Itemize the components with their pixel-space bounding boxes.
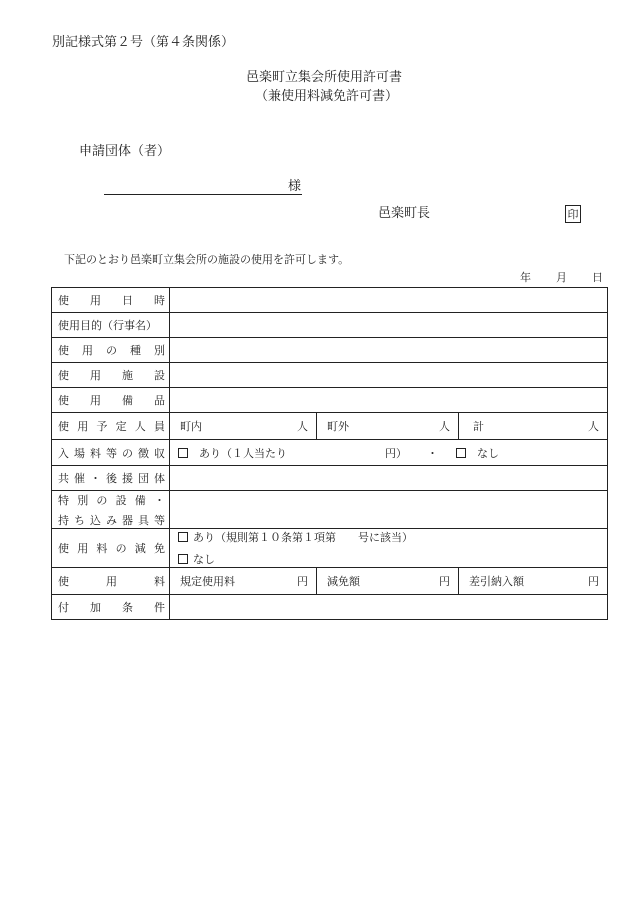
label-facility: [52, 363, 170, 388]
label-char: 減: [134, 542, 146, 555]
applicant-honorific: 様: [288, 179, 302, 194]
admission-yen-label: 円）: [385, 446, 407, 460]
label-char: 使: [58, 344, 69, 357]
label-char: ・: [153, 493, 165, 507]
label-char: 定: [115, 420, 127, 433]
row-equipment: [52, 388, 608, 413]
label-char: 料: [154, 575, 165, 588]
label-char: 用: [90, 294, 101, 307]
label-char: 予: [96, 420, 108, 433]
yen-unit: 円: [439, 575, 450, 588]
label-char: 用: [90, 394, 101, 407]
permit-table: [51, 287, 608, 620]
person-unit: 人: [439, 420, 450, 433]
label-char: 使: [58, 420, 69, 433]
date-year-label: 年: [520, 271, 531, 284]
person-unit: 人: [588, 420, 599, 433]
fee-reduced[interactable]: [317, 568, 459, 594]
label-char: 施: [122, 369, 133, 382]
label-char: ・: [90, 472, 101, 485]
label-char: 使: [58, 394, 69, 407]
label-fee: [52, 568, 170, 595]
label-char: 器: [122, 513, 133, 527]
issuer-title: 邑楽町長: [378, 206, 431, 221]
seal-mark: [565, 205, 581, 223]
label-char: 入: [58, 446, 69, 460]
label-char: 別: [154, 344, 165, 357]
label-char: 使: [58, 294, 69, 307]
attendance-town-out[interactable]: [317, 413, 459, 439]
document-title: 邑楽町立集会所使用許可書: [246, 70, 403, 85]
label-char: 免: [153, 542, 165, 555]
row-sponsor: [52, 466, 608, 491]
label-char: 団: [138, 472, 149, 485]
label-char: み: [106, 513, 117, 527]
label-text: 使用目的（行事名）: [58, 319, 157, 332]
label-char: 徴: [138, 446, 149, 460]
label-char: 料: [90, 446, 101, 460]
fee-standard-label: 規定使用料: [180, 575, 235, 588]
label-char: 件: [154, 601, 165, 614]
label-char: ち: [74, 513, 85, 527]
label-char: 用: [90, 369, 101, 382]
label-char: 援: [122, 472, 133, 485]
fee-net-label: 差引納入額: [469, 575, 524, 588]
label-attendance: [52, 413, 170, 440]
label-char: 加: [90, 601, 101, 614]
facility-value-cell[interactable]: [170, 363, 608, 388]
permission-statement: 下記のとおり邑楽町立集会所の施設の使用を許可します。: [64, 253, 350, 266]
reduction-no-label: なし: [193, 553, 215, 566]
label-char: 使: [58, 575, 69, 588]
label-char: 具: [138, 513, 149, 527]
label-char: 料: [96, 542, 108, 555]
attendance-total[interactable]: [459, 413, 607, 439]
reduction-yes-label: あり（規則第１０条第１項第 号に該当）: [193, 531, 413, 544]
label-datetime: [52, 288, 170, 313]
label-char: 設: [115, 493, 127, 507]
label-char: 条: [122, 601, 133, 614]
conditions-value-cell[interactable]: [170, 595, 608, 620]
town-out-label: 町外: [327, 420, 349, 433]
row-type: [52, 338, 608, 363]
purpose-value-cell[interactable]: [170, 313, 608, 338]
row-datetime: [52, 288, 608, 313]
datetime-value-cell[interactable]: [170, 288, 608, 313]
applicant-name-line: [104, 194, 302, 195]
applicant-label: 申請団体（者）: [79, 144, 171, 159]
equipment-value-cell[interactable]: [170, 388, 608, 413]
label-char: 付: [58, 601, 69, 614]
label-type: [52, 338, 170, 363]
label-char: 特: [58, 493, 69, 507]
admission-value-cell: [170, 440, 608, 466]
label-char: 催: [74, 472, 85, 485]
reduction-yes-checkbox[interactable]: [178, 532, 188, 542]
label-char: の: [96, 493, 108, 507]
date-day-label: 日: [592, 271, 603, 284]
label-char: 用: [106, 575, 117, 588]
label-char: 時: [154, 294, 165, 307]
admission-yes-label: あり（１人当たり: [199, 446, 287, 460]
row-purpose: [52, 313, 608, 338]
attendance-town-in[interactable]: [170, 413, 317, 439]
label-char: 場: [74, 446, 85, 460]
label-char: 備: [122, 394, 133, 407]
row-fee: [52, 568, 608, 595]
label-char: 収: [154, 446, 165, 460]
sponsor-value-cell[interactable]: [170, 466, 608, 491]
yen-unit: 円: [588, 575, 599, 588]
type-value-cell[interactable]: [170, 338, 608, 363]
fee-reduced-label: 減免額: [327, 575, 360, 588]
row-reduction: [52, 529, 608, 568]
label-char: 等: [154, 513, 165, 527]
label-purpose: [52, 313, 170, 338]
document-subtitle: （兼使用料減免許可書）: [255, 89, 399, 104]
person-unit: 人: [297, 420, 308, 433]
special-value-cell[interactable]: [170, 491, 608, 529]
label-char: 人: [134, 420, 146, 433]
admission-no-label: なし: [477, 446, 499, 460]
label-char: 別: [77, 493, 89, 507]
reduction-value-cell: [170, 529, 608, 568]
admission-separator: ・: [427, 446, 438, 460]
label-special: [52, 491, 170, 529]
total-label: 計: [473, 420, 484, 433]
label-reduction: [52, 529, 170, 568]
form-number: 別記様式第２号（第４条関係）: [52, 35, 235, 50]
row-special: [52, 491, 608, 529]
label-sponsor: [52, 466, 170, 491]
fee-standard[interactable]: [170, 568, 317, 594]
row-facility: [52, 363, 608, 388]
fee-net[interactable]: [459, 568, 607, 594]
label-char: 使: [58, 542, 69, 555]
row-attendance: [52, 413, 608, 440]
label-char: 備: [134, 493, 146, 507]
label-char: 設: [154, 369, 165, 382]
label-char: 等: [106, 446, 117, 460]
label-char: の: [115, 542, 127, 555]
admission-no-checkbox[interactable]: [456, 448, 466, 458]
label-equipment: [52, 388, 170, 413]
label-char: 日: [122, 294, 133, 307]
label-char: 種: [130, 344, 141, 357]
label-char: 使: [58, 369, 69, 382]
label-char: 用: [77, 542, 89, 555]
fee-value-cell: [170, 568, 608, 595]
row-admission: [52, 440, 608, 466]
seal-label: 印: [567, 208, 579, 221]
reduction-no-checkbox[interactable]: [178, 554, 188, 564]
town-in-label: 町内: [180, 420, 202, 433]
admission-yes-checkbox[interactable]: [178, 448, 188, 458]
label-admission: [52, 440, 170, 466]
label-char: 持: [58, 513, 69, 527]
label-char: 体: [154, 472, 165, 485]
label-char: 共: [58, 472, 69, 485]
label-char: の: [122, 446, 133, 460]
date-month-label: 月: [556, 271, 567, 284]
label-char: 込: [90, 513, 101, 527]
label-char: の: [106, 344, 117, 357]
label-char: 用: [82, 344, 93, 357]
label-char: 用: [77, 420, 89, 433]
attendance-value-cell: [170, 413, 608, 440]
yen-unit: 円: [297, 575, 308, 588]
row-conditions: [52, 595, 608, 620]
label-conditions: [52, 595, 170, 620]
label-char: 後: [106, 472, 117, 485]
label-char: 品: [154, 394, 165, 407]
label-char: 員: [153, 420, 165, 433]
